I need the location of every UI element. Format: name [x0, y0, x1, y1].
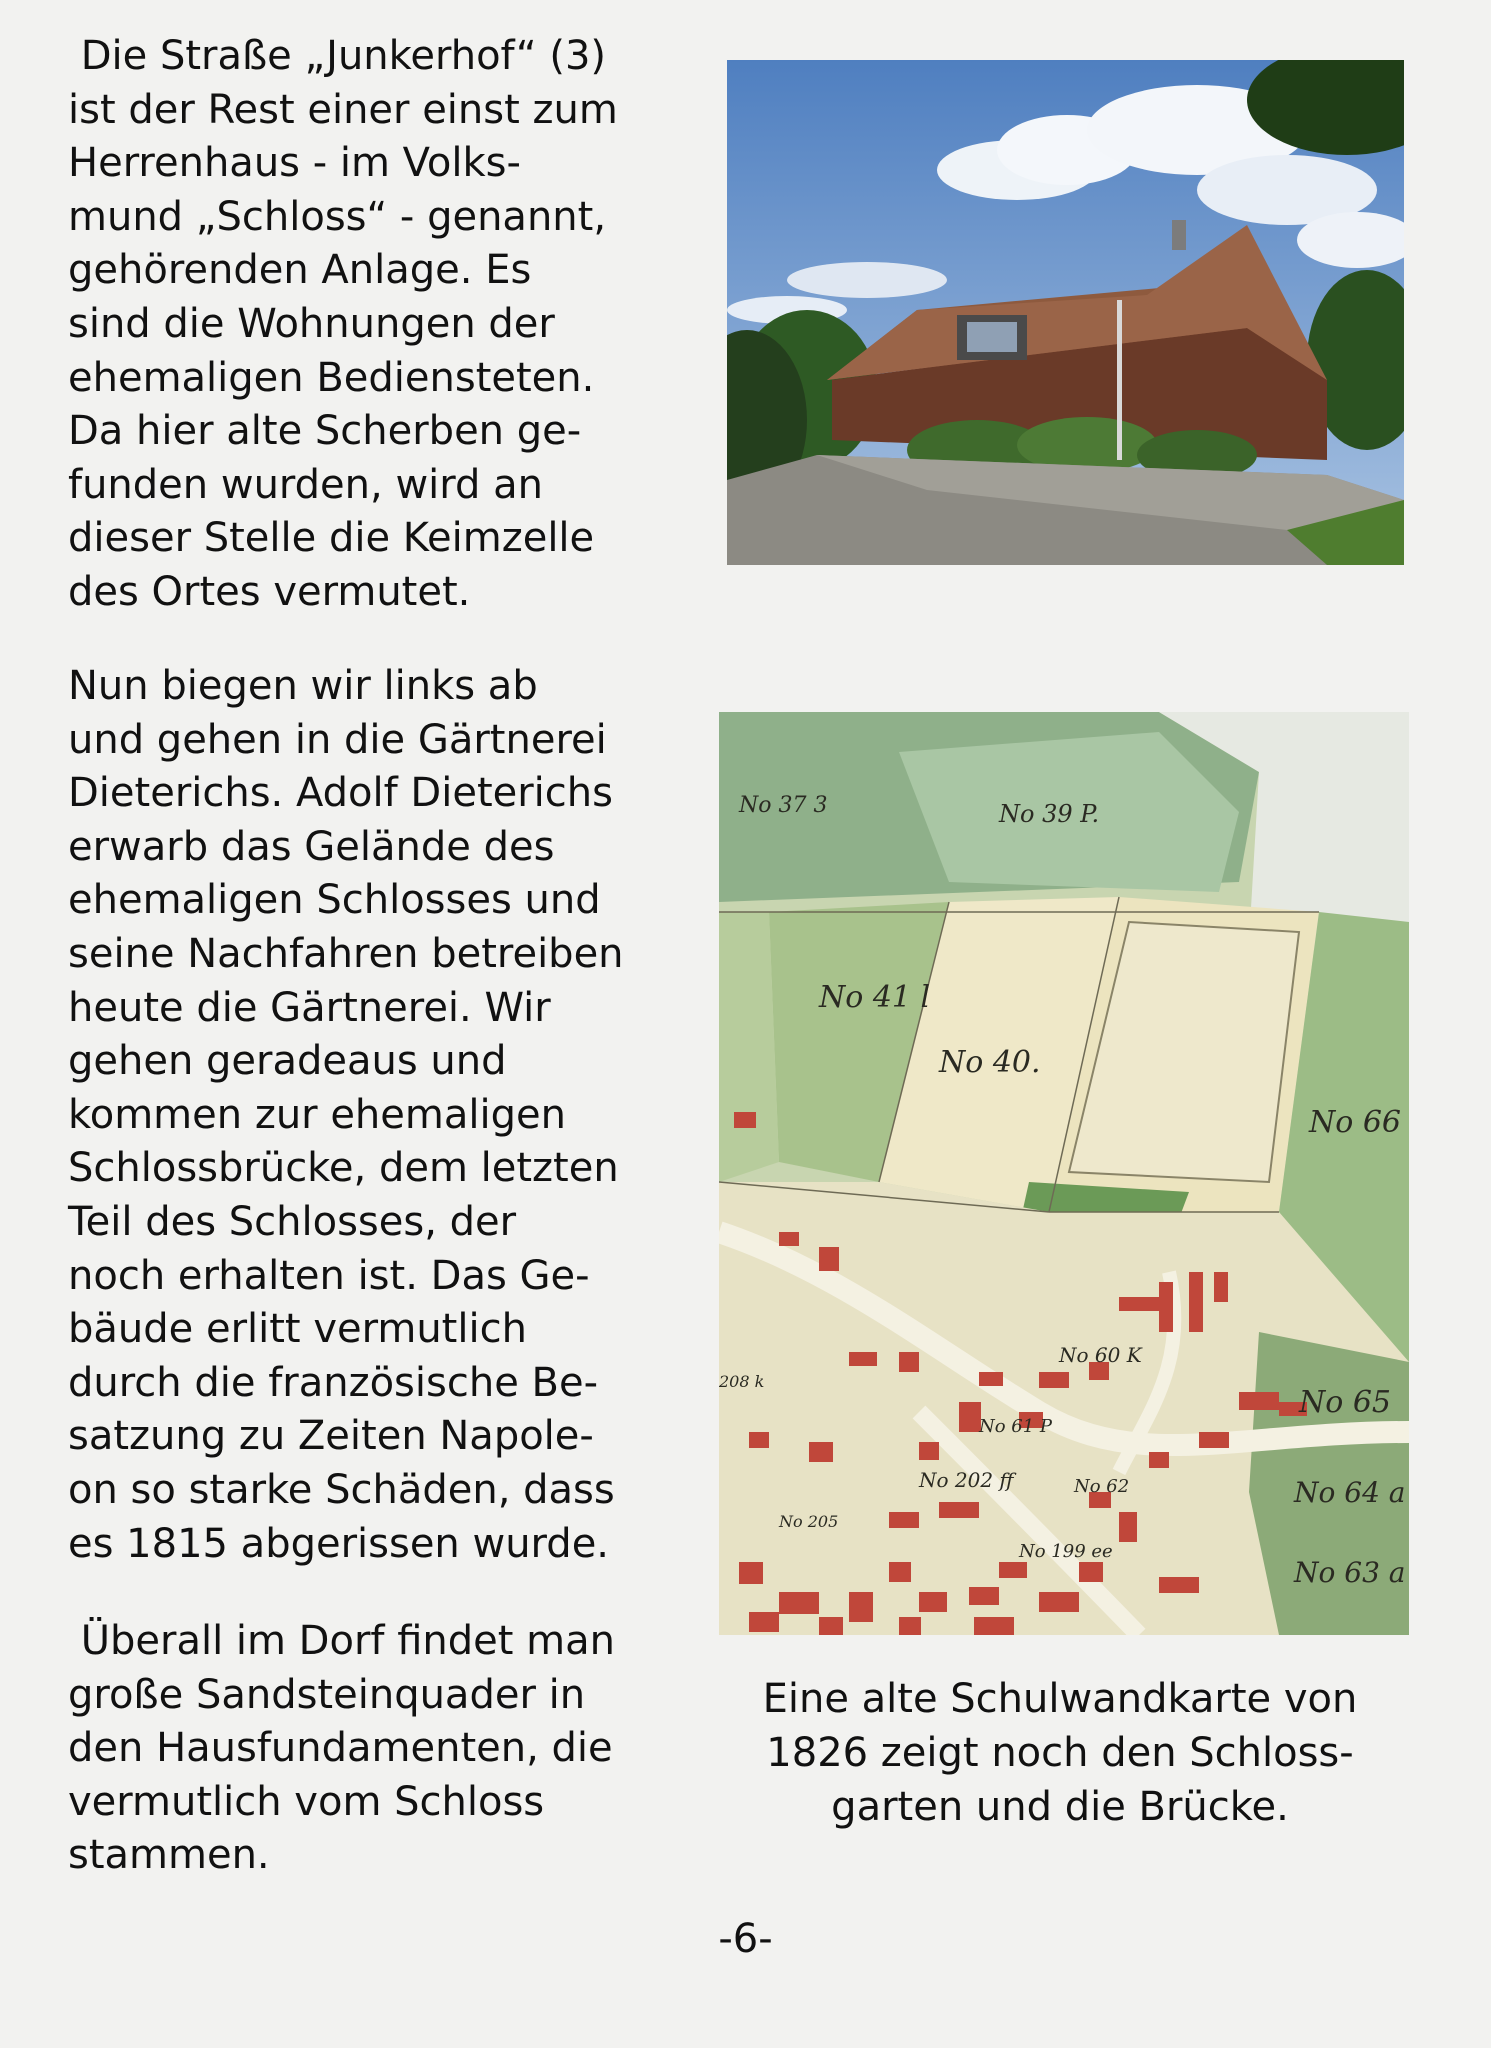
page-number: -6- — [718, 1916, 773, 1962]
map-label-60: No 60 K — [1059, 1343, 1142, 1367]
map-label-205: No 205 — [779, 1512, 839, 1531]
map-label-65: No 65 — [1299, 1385, 1392, 1420]
paragraph-junkerhof: Die Straße „Junkerhof“ (3) ist der Rest einer einst zum Herrenhaus - im Volks- mund „Schloss“ - genannt, gehörenden Anlage. Es sind die Wohnungen der ehemaligen Bediensteten. Da hier alte Scherben ge- funden wurden, wird an dieser Stelle die Keimzelle des Ortes vermutet. — [68, 33, 618, 615]
map-label-202: No 202 ff — [919, 1468, 1014, 1492]
map-label-62: No 62 — [1074, 1476, 1130, 1497]
map-caption: Eine alte Schulwandkarte von 1826 zeigt noch den Schloss- garten und die Brücke. — [762, 1676, 1358, 1830]
map-label-64: No 64 a — [1294, 1476, 1406, 1509]
paragraph-sandstein: Überall im Dorf findet man große Sandsteinquader in den Hausfundamenten, die vermutlich vom Schloss stammen. — [68, 1618, 615, 1879]
map-label-41: No 41 l — [819, 980, 931, 1015]
paragraph-gaertnerei: Nun biegen wir links ab und gehen in die Gärtnerei Dieterichs. Adolf Dieterichs erwarb das Gelände des ehemaligen Schlosses und seine Nachfahren betreiben heute die Gärtnerei. Wir gehen geradeaus und kommen zur ehemaligen Schlossbrücke, dem letzten Teil des Schlosses, der noch erhalten ist. Das Ge- bäude erlitt vermutlich durch die französische Be- satzung zu Zeiten Napole- on so starke Schäden, dass es 1815 abgerissen wurde. — [68, 663, 624, 1567]
historic-school-map — [719, 712, 1409, 1635]
map-label-66: No 66 — [1309, 1105, 1402, 1140]
map-label-61: No 61 P — [979, 1416, 1053, 1437]
map-label-208: 208 k — [719, 1372, 765, 1391]
map-label-63: No 63 a — [1294, 1556, 1406, 1589]
street-photo — [727, 60, 1404, 565]
map-label-199: No 199 ee — [1019, 1541, 1113, 1562]
map-label-37: No 37 3 — [739, 793, 828, 818]
map-label-40: No 40. — [939, 1045, 1041, 1080]
map-label-39: No 39 P. — [999, 800, 1100, 828]
